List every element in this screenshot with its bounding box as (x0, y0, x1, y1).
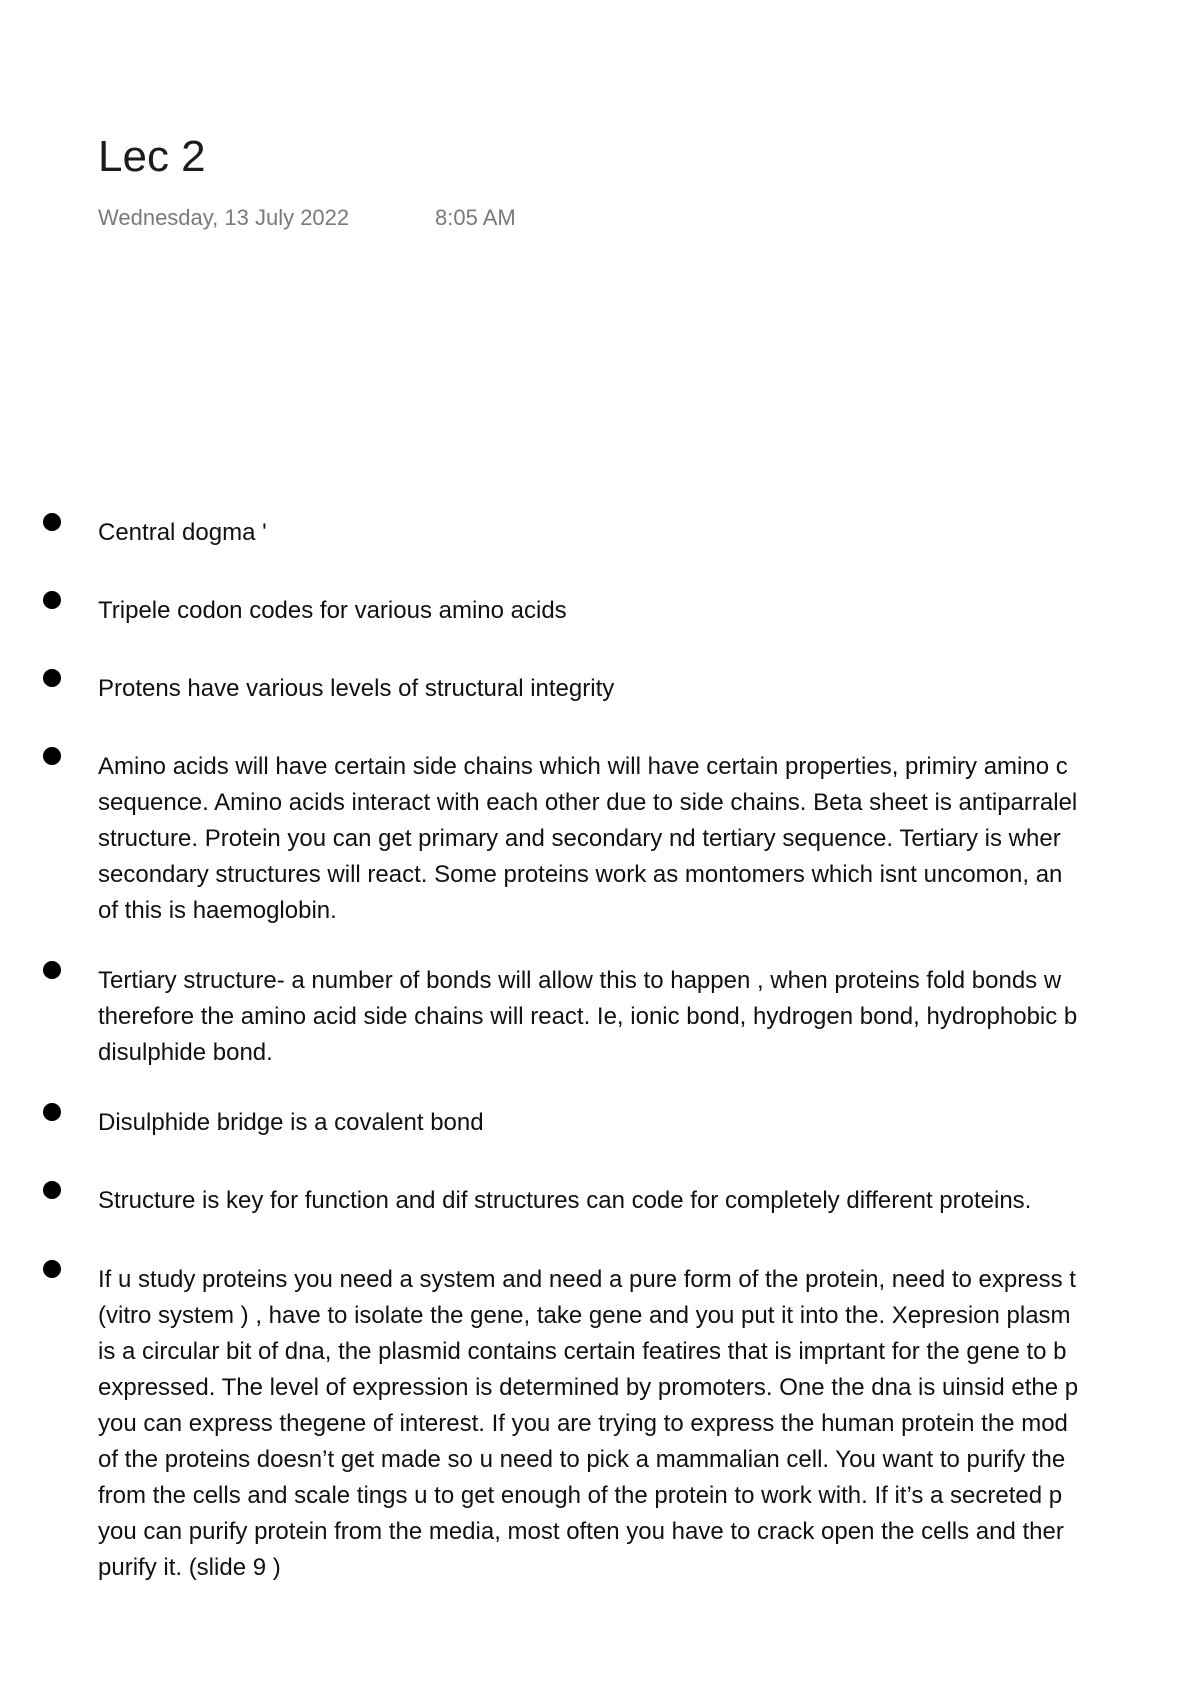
bullet-icon (43, 1103, 61, 1121)
list-item-text: Amino acids will have certain side chains which will have certain properties, primiry amino c sequence. Amino acids interact with each other due to side chains. Beta sheet is antiparralel structure. Protein you can get primary and secondary nd tertiary sequence. Tertiary is wher secondary structures will react. Some proteins work as montomers which isnt uncomon, an of this is haemoglobin. (98, 753, 1078, 924)
page-title: Lec 2 (98, 132, 206, 181)
bullet-icon (43, 513, 61, 531)
list-item-text: Protens have various levels of structural integrity (98, 675, 615, 702)
list-item-text: Tertiary structure- a number of bonds will allow this to happen , when proteins fold bonds w therefore the amino acid side chains will react. Ie, ionic bond, hydrogen bond, hydrophobic b disulphide bond. (98, 967, 1078, 1066)
bullet-icon (43, 669, 61, 687)
bullet-icon (43, 591, 61, 609)
list-item-text: If u study proteins you need a system and need a pure form of the protein, need to express t (vitro system ) , have to isolate the gene, take gene and you put it into the. Xepresion plasm is a circular bit of dna, the plasmid contains certain featires that is imprtant for the gene to b expressed. The level of expression is determined by promoters. One the dna is uinsid ethe p you can express thegene of interest. If you are trying to express the human protein the mod of the proteins doesn’t get made so u need to pick a mammalian cell. You want to purify the from the cells and scale tings u to get enough of the protein to work with. If it’s a secreted p you can purify protein from the media, most often you have to crack open the cells and ther purify it. (slide 9 ) (98, 1266, 1079, 1581)
bullet-icon (43, 961, 61, 979)
list-item-text: Tripele codon codes for various amino acids (98, 597, 567, 624)
page-time: 8:05 AM (435, 205, 516, 230)
list-item-text: Central dogma ' (98, 519, 267, 546)
bullet-icon (43, 1181, 61, 1199)
page-date: Wednesday, 13 July 2022 (98, 205, 350, 230)
list-item-text: Structure is key for function and dif structures can code for completely different proteins. (98, 1187, 1032, 1214)
bullet-icon (43, 1260, 61, 1278)
bullet-icon (43, 747, 61, 765)
list-item-text: Disulphide bridge is a covalent bond (98, 1109, 484, 1136)
